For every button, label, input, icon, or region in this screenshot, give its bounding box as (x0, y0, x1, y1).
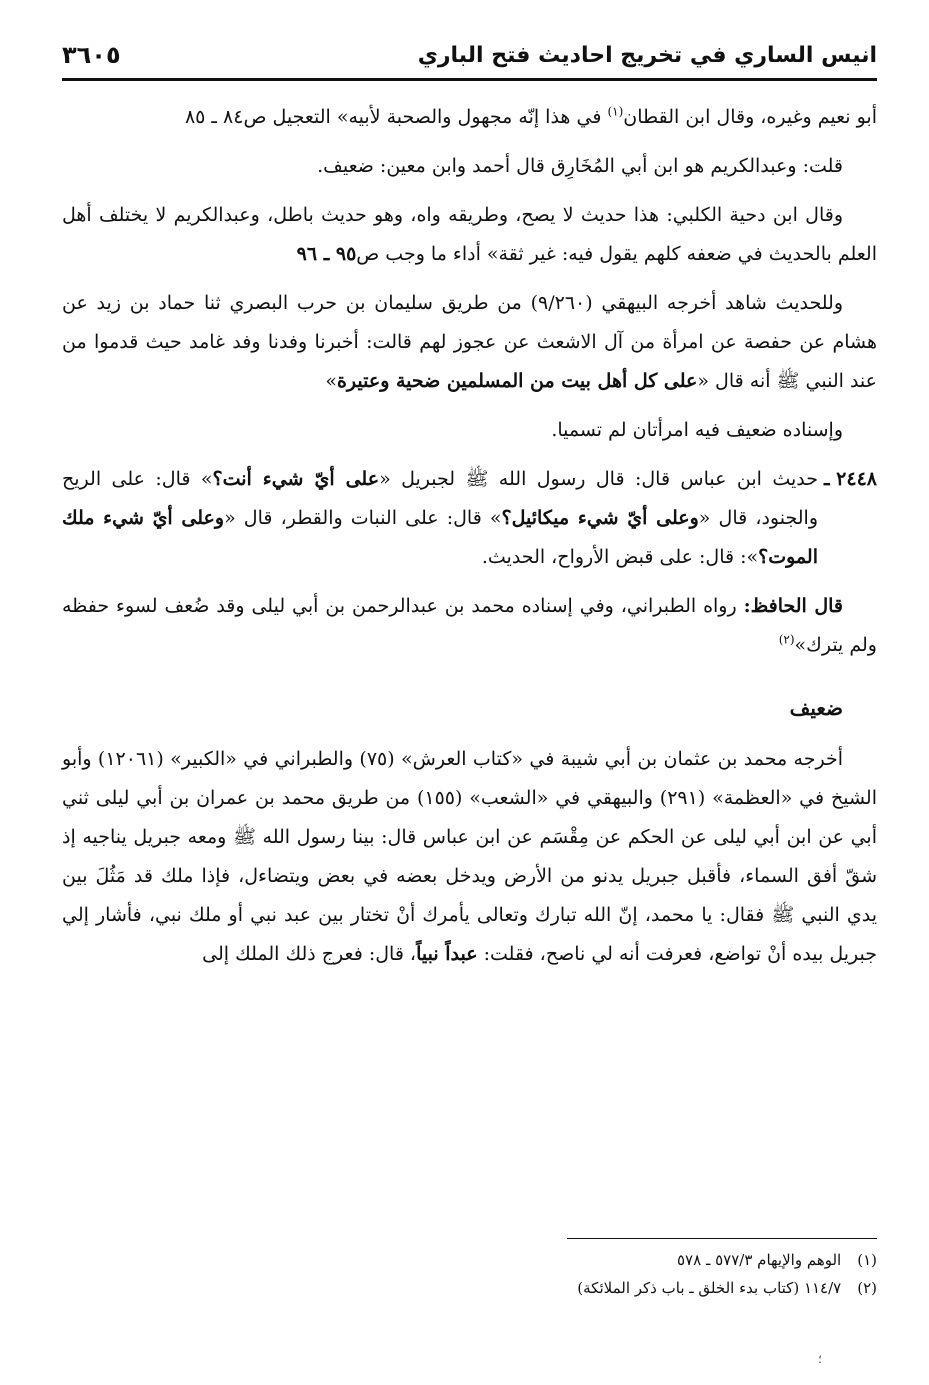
footnotes (62, 1246, 877, 1302)
footnote-1 (62, 1246, 877, 1274)
hadith-text (62, 460, 818, 577)
footnote-divider (567, 1238, 877, 1239)
paragraph-shahid (62, 284, 877, 401)
text-run: » قال: على النبات والقطر، قال « (224, 507, 502, 529)
footnote-text: الوهم والإيهام ٥٧٧/٣ ـ ٥٧٨ (677, 1251, 842, 1269)
text-run: ، قال: فعرج ذلك الملك إلى (202, 943, 417, 965)
page-mark: ؛ (818, 1352, 822, 1366)
text-run: » (325, 370, 337, 392)
text-run: في هذا إنّه مجهول والصحبة لأبيه» التعجيل ص٨٤ ـ ٨٥ (184, 106, 608, 128)
hadith-quote: وعلى أيّ شيء ملك الموت؟ (62, 507, 818, 568)
page-number: ٣٦٠٥ (62, 41, 121, 69)
running-header (62, 32, 877, 81)
text-run: وللحديث شاهد أخرجه البيهقي (٩/٢٦٠) من طريق سليمان بن حرب البصري ثنا حماد بن زيد عن هشام عن حفصة عن امرأة من آل الاشعث عن عجوز لهم قالت: أخبرنا وفدنا وفد غامد حيث قدموا من عند النبي ﷺ أنه قال « (62, 292, 877, 392)
hafiz-label: قال الحافظ: (743, 595, 843, 617)
bold-phrase: عبداً نبياً (416, 943, 478, 965)
footnote-2 (62, 1274, 877, 1302)
text-run: رواه الطبراني، وفي إسناده محمد بن عبدالرحمن بن أبي ليلى وقد ضُعف لسوء حفظه ولم يترك» (62, 595, 877, 656)
page-ref: ٩٥ ـ ٩٦ (296, 243, 357, 265)
hadith-quote: وعلى أيّ شيء ميكائيل؟ (501, 507, 699, 529)
main-text (62, 98, 877, 984)
paragraph-ibn-dihya (62, 196, 877, 274)
text-run: حديث ابن عباس قال: قال رسول الله ﷺ لجبريل « (379, 468, 818, 490)
hadith-number: ٢٤٤٨ ـ (823, 468, 877, 490)
text-run: »: قال: على قبض الأرواح، الحديث. (481, 546, 759, 568)
hadith-quote: على أيّ شيء أنت؟ (212, 468, 380, 490)
hadith-quote: على كل أهل بيت من المسلمين ضحية وعتيرة (336, 370, 698, 392)
footnote-mark: (١) (857, 1251, 877, 1269)
hadith-entry (62, 460, 877, 577)
text-run: » قال: على الريح والجنود، قال « (62, 468, 818, 529)
text-run: وقال ابن دحية الكلبي: هذا حديث لا يصح، وطريقه واه، وهو حديث باطل، وعبدالكريم لا يختلف أهل العلم بالحديث في ضعفه كلهم يقول فيه: غير ثقة» أداء ما وجب ص (62, 204, 877, 265)
footnote-mark: (٢) (857, 1279, 877, 1297)
footnote-ref-1[interactable]: (١) (607, 104, 624, 119)
paragraph-hafiz (62, 587, 877, 665)
book-title: انيس الساري في تخريج احاديث فتح الباري (417, 42, 877, 68)
paragraph-isnad: وإسناده ضعيف فيه امرأتان لم تسميا. (551, 419, 843, 441)
footnote-text: ١١٤/٧ (كتاب بدء الخلق ـ باب ذكر الملائكة) (577, 1279, 842, 1297)
grade-heading: ضعيف (789, 696, 843, 720)
paragraph-continuation (62, 98, 877, 137)
text-run: أخرجه محمد بن عثمان بن أبي شيبة في «كتاب العرش» (٧٥) والطبراني في «الكبير» (١٢٠٦١) وأبو الشيخ في «العظمة» (٢٩١) والبيهقي في «الشعب» (١٥٥) من طريق محمد بن عمران بن أبي ليلى ثني أبي عن ابن أبي ليلى عن الحكم عن مِقْسَم عن ابن عباس قال: بينا رسول الله ﷺ ومعه جبريل يناجيه إذ شقّ أفق السماء، فأقبل جبريل يدنو من الأرض ويدخل بعضه في بعض ويتضاءل، فإذا ملك قد مَثُلَ بين يدي النبي ﷺ فقال: يا محمد، إنّ الله تبارك وتعالى يأمرك أنْ تختار بين عبد نبي أو ملك نبي، فأشار إلي جبريل بيده أنْ تواضع، فعرفت أنه لي ناصح، فقلت: (62, 748, 877, 965)
paragraph-note: قلت: وعبدالكريم هو ابن أبي المُخَارِق قال أحمد وابن معين: ضعيف. (317, 155, 843, 177)
paragraph-takhrij (62, 740, 877, 974)
footnote-ref-2[interactable]: (٢) (778, 632, 795, 647)
text-run: أبو نعيم وغيره، وقال ابن القطان (623, 106, 877, 128)
